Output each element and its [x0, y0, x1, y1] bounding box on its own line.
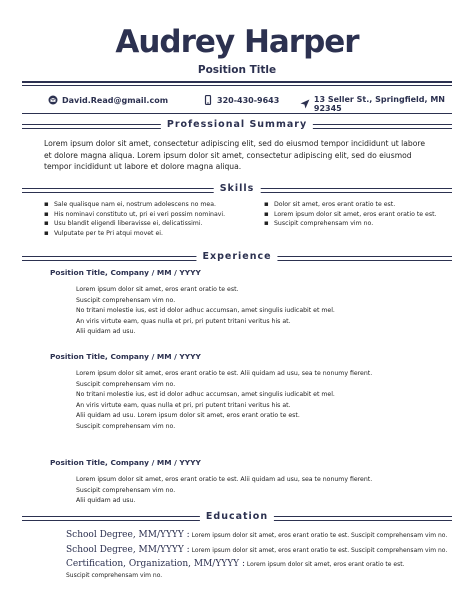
- job-line: Lorem ipsum dolor sit amet, eros erant oratio te est. Alii quidam ad usu, sea te nonumy fierent.: [76, 476, 373, 483]
- education-degree: Certification, Organization, MM/YYYY :: [66, 559, 245, 569]
- section-header-education: [22, 513, 452, 525]
- summary-line: et dolore magna aliqua. Lorem ipsum dolor sit amet, consectetur adipiscing elit, sed do eiusmod: [44, 150, 412, 160]
- job-title: Position Title, Company / MM / YYYY: [50, 352, 201, 361]
- contact-phone[interactable]: [203, 95, 279, 105]
- job-line: Suscipit comprehensam vim no.: [76, 296, 176, 304]
- education-text: Lorem ipsum dolor sit amet, eros erant oratio te est. Suscipit comprehensam vim no.: [191, 547, 448, 554]
- skills-list-right: [264, 200, 436, 229]
- section-label-education: Education: [200, 511, 274, 522]
- section-header-experience: [22, 253, 452, 265]
- contact-rule: [22, 113, 452, 114]
- phone-icon: [203, 95, 213, 105]
- summary-line: Lorem ipsum dolor sit amet, consectetur adipiscing elit, sed do eiusmod tempor incididunt ut labore: [44, 139, 425, 148]
- skill-item: ▪ Lorem ipsum dolor sit amet, eros erant oratio te est.: [264, 210, 436, 220]
- candidate-name: Audrey Harper: [115, 24, 359, 60]
- section-label-experience: Experience: [196, 251, 277, 262]
- summary-text: [44, 138, 434, 173]
- job-line: Suscipit comprehensam vim no.: [76, 486, 176, 494]
- email-icon: [48, 95, 58, 105]
- phone-text: 320-430-9643: [217, 95, 280, 105]
- job-line: An viris virtute eam, quas nulla et pri, pri putent tritani veritus his at.: [76, 401, 291, 409]
- job-line: No tritani molestie ius, est id dolor adhuc accumsan, amet singulis iudicabit et mel.: [76, 307, 335, 314]
- job-line: Alii quidam ad usu. Lorem ipsum dolor sit amet, eros erant oratio te est.: [76, 412, 300, 419]
- job-line: Alii quidam ad usu.: [76, 497, 136, 504]
- job-title: Position Title, Company / MM / YYYY: [50, 268, 201, 277]
- education-text: Lorem ipsum dolor sit amet, eros erant oratio te est. Suscipit comprehensam vim no.: [191, 532, 448, 539]
- section-label-summary: Professional Summary: [161, 119, 313, 130]
- skill-item: ▪ His nominavi constituto ut, pri ei veri possim nominavi.: [44, 210, 225, 220]
- job-line: Alii quidam ad usu.: [76, 328, 136, 335]
- education-text: Lorem ipsum dolor sit amet, eros erant oratio te est.: [246, 561, 405, 568]
- education-entry-continued: [66, 572, 162, 579]
- location-arrow-icon: [300, 99, 310, 109]
- section-label-skills: Skills: [214, 183, 261, 194]
- job-line: An viris virtute eam, quas nulla et pri, pri putent tritani veritus his at.: [76, 317, 291, 325]
- summary-line: tempor incididunt ut labore et dolore magna aliqua.: [44, 162, 242, 171]
- skill-item: ▪ Dolor sit amet, eros erant oratio te est.: [264, 200, 436, 210]
- contact-address[interactable]: [300, 95, 474, 113]
- education-entry: [66, 559, 404, 569]
- skill-item: ▪ Sale qualisque nam ei, nostrum adolescens no mea.: [44, 200, 225, 210]
- skill-item: ▪ Suscipit comprehensam vim no.: [264, 219, 436, 229]
- header-rule-top: [22, 81, 452, 83]
- skill-item: ▪ Usu blandit eligendi liberavisse ei, delicatissimi.: [44, 219, 225, 229]
- email-text: David.Read@gmail.com: [62, 95, 169, 105]
- position-title: Position Title: [197, 64, 277, 76]
- job-line: Lorem ipsum dolor sit amet, eros erant oratio te est.: [76, 286, 239, 293]
- job-description: [76, 475, 372, 507]
- education-text: Suscipit comprehensam vim no.: [66, 572, 163, 579]
- skills-list-left: [44, 200, 225, 238]
- skill-item: ▪ Vulputate per te Pri atqui movet ei.: [44, 229, 225, 239]
- job-line: Suscipit comprehensam vim no.: [76, 422, 176, 430]
- header-rule-bottom: [22, 85, 452, 86]
- education-entry: [66, 530, 447, 540]
- job-title: Position Title, Company / MM / YYYY: [50, 458, 201, 467]
- address-text: 13 Seller St., Springfield, MN 92345: [313, 95, 446, 113]
- job-line: Suscipit comprehensam vim no.: [76, 380, 176, 388]
- job-line: Lorem ipsum dolor sit amet, eros erant oratio te est. Alii quidam ad usu, sea te nonumy fierent.: [76, 370, 373, 377]
- contact-email[interactable]: [48, 95, 168, 105]
- job-description: [76, 285, 335, 338]
- job-description: [76, 369, 372, 432]
- education-entry: [66, 545, 447, 555]
- section-header-summary: [22, 121, 452, 133]
- section-header-skills: [22, 185, 452, 197]
- job-line: No tritani molestie ius, est id dolor adhuc accumsan, amet singulis iudicabit et mel.: [76, 391, 335, 398]
- education-degree: School Degree, MM/YYYY :: [66, 530, 190, 540]
- education-degree: School Degree, MM/YYYY :: [66, 545, 190, 555]
